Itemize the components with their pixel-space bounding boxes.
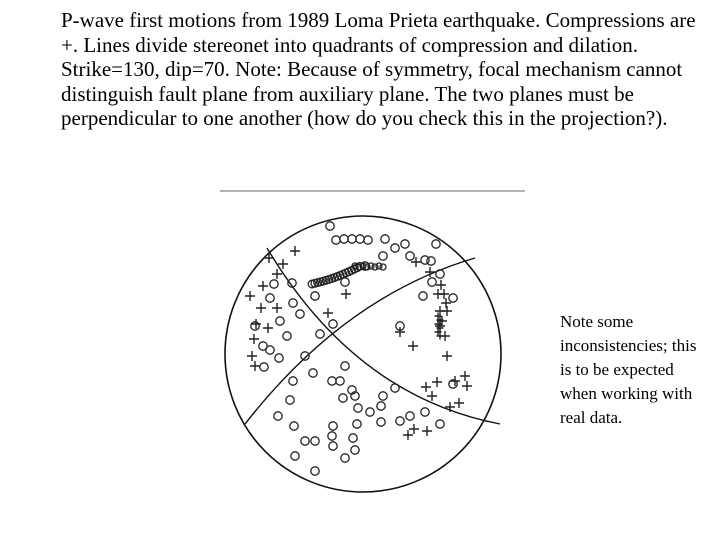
dilation-symbol bbox=[406, 252, 414, 260]
dilation-symbol bbox=[291, 452, 299, 460]
dilation-symbol bbox=[349, 434, 357, 442]
dilation-symbol bbox=[340, 235, 348, 243]
dilation-symbol bbox=[396, 417, 404, 425]
compression-symbol bbox=[403, 430, 413, 440]
dilation-symbol bbox=[283, 332, 291, 340]
compression-symbol bbox=[445, 402, 455, 412]
compression-symbol bbox=[460, 371, 470, 381]
dilation-symbol bbox=[328, 432, 336, 440]
compression-symbol bbox=[454, 398, 464, 408]
dilation-symbol bbox=[296, 310, 304, 318]
dilation-symbol bbox=[328, 377, 336, 385]
compression-symbol bbox=[432, 377, 442, 387]
dilation-symbol bbox=[336, 377, 344, 385]
compression-symbol bbox=[462, 381, 472, 391]
dilation-symbol bbox=[341, 362, 349, 370]
compression-symbol bbox=[264, 253, 274, 263]
dilation-symbol bbox=[274, 412, 282, 420]
dilation-symbol bbox=[364, 236, 372, 244]
dilation-symbol bbox=[251, 322, 259, 330]
dilation-symbol bbox=[326, 222, 334, 230]
compression-symbol bbox=[323, 308, 333, 318]
dilation-symbol bbox=[270, 280, 278, 288]
dilation-symbol bbox=[436, 270, 444, 278]
compression-symbol bbox=[442, 351, 452, 361]
dilation-symbol bbox=[316, 330, 324, 338]
compression-symbol bbox=[408, 341, 418, 351]
dilation-symbol bbox=[341, 454, 349, 462]
dilation-symbol bbox=[401, 240, 409, 248]
dilation-symbol bbox=[301, 437, 309, 445]
dilation-symbol bbox=[332, 236, 340, 244]
compression-symbol bbox=[439, 289, 449, 299]
compression-symbol bbox=[263, 323, 273, 333]
dilation-symbol bbox=[259, 342, 267, 350]
dilation-symbol bbox=[377, 402, 385, 410]
compression-symbol bbox=[256, 303, 266, 313]
dilation-symbol bbox=[348, 235, 356, 243]
compression-symbol bbox=[427, 391, 437, 401]
dilation-symbol bbox=[381, 235, 389, 243]
compression-symbol bbox=[442, 306, 452, 316]
dilation-symbol bbox=[311, 292, 319, 300]
dilation-symbol bbox=[432, 240, 440, 248]
compression-symbol bbox=[245, 291, 255, 301]
compression-symbol bbox=[411, 257, 421, 267]
dilation-symbol bbox=[311, 467, 319, 475]
dilation-symbol bbox=[421, 256, 429, 264]
dilation-symbol bbox=[289, 377, 297, 385]
compression-symbol bbox=[249, 334, 259, 344]
dilation-symbol bbox=[309, 369, 317, 377]
dilation-symbol bbox=[449, 294, 457, 302]
dilation-symbol bbox=[391, 244, 399, 252]
dilation-symbol bbox=[275, 354, 283, 362]
dilation-symbol bbox=[276, 317, 284, 325]
compression-symbol bbox=[409, 424, 419, 434]
compression-symbol bbox=[422, 426, 432, 436]
dilation-symbol bbox=[311, 437, 319, 445]
first-motion-symbols bbox=[245, 222, 472, 475]
dilation-symbol bbox=[421, 408, 429, 416]
dilation-symbol bbox=[354, 404, 362, 412]
dilation-symbol bbox=[353, 420, 361, 428]
side-note: Note some inconsistencies; this is to be expected when working with real data. bbox=[560, 312, 697, 427]
dilation-symbol bbox=[436, 420, 444, 428]
compression-symbol bbox=[290, 246, 300, 256]
compression-symbol bbox=[341, 289, 351, 299]
dilation-symbol bbox=[289, 299, 297, 307]
dilation-symbol bbox=[329, 320, 337, 328]
nodal-plane-1 bbox=[267, 248, 500, 424]
dilation-symbol bbox=[406, 412, 414, 420]
dilation-symbol bbox=[379, 252, 387, 260]
stereonet-figure bbox=[195, 186, 530, 494]
dilation-symbol bbox=[379, 392, 387, 400]
compression-symbol bbox=[272, 303, 282, 313]
compression-symbol bbox=[421, 382, 431, 392]
dilation-symbol bbox=[356, 235, 364, 243]
compression-symbol bbox=[258, 281, 268, 291]
dilation-symbol bbox=[419, 292, 427, 300]
dilation-symbol bbox=[391, 384, 399, 392]
slide-main-text: P-wave first motions from 1989 Loma Prieta earthquake. Compressions are +. Lines divide stereonet into quadrants of compression and dilation. Strike=130, dip=70. Note: Because of symmetry, focal mechanism cannot distinguish fault plane from auxiliary plane. The two planes must be perpendicular to one another (how do you check this in the projection?). bbox=[61, 8, 696, 130]
dilation-symbol bbox=[286, 396, 294, 404]
dilation-symbol bbox=[351, 446, 359, 454]
dilation-symbol bbox=[329, 422, 337, 430]
compression-symbol bbox=[247, 351, 257, 361]
dilation-symbol bbox=[290, 422, 298, 430]
dilation-symbol bbox=[377, 418, 385, 426]
dilation-symbol bbox=[260, 363, 268, 371]
compression-symbol bbox=[450, 376, 460, 386]
dilation-symbol bbox=[366, 408, 374, 416]
dilation-symbol bbox=[428, 278, 436, 286]
dilation-symbol bbox=[380, 264, 386, 270]
compression-symbol bbox=[436, 280, 446, 290]
dilation-symbol bbox=[339, 394, 347, 402]
dilation-symbol bbox=[266, 294, 274, 302]
dilation-symbol bbox=[329, 442, 337, 450]
compression-symbol bbox=[250, 361, 260, 371]
